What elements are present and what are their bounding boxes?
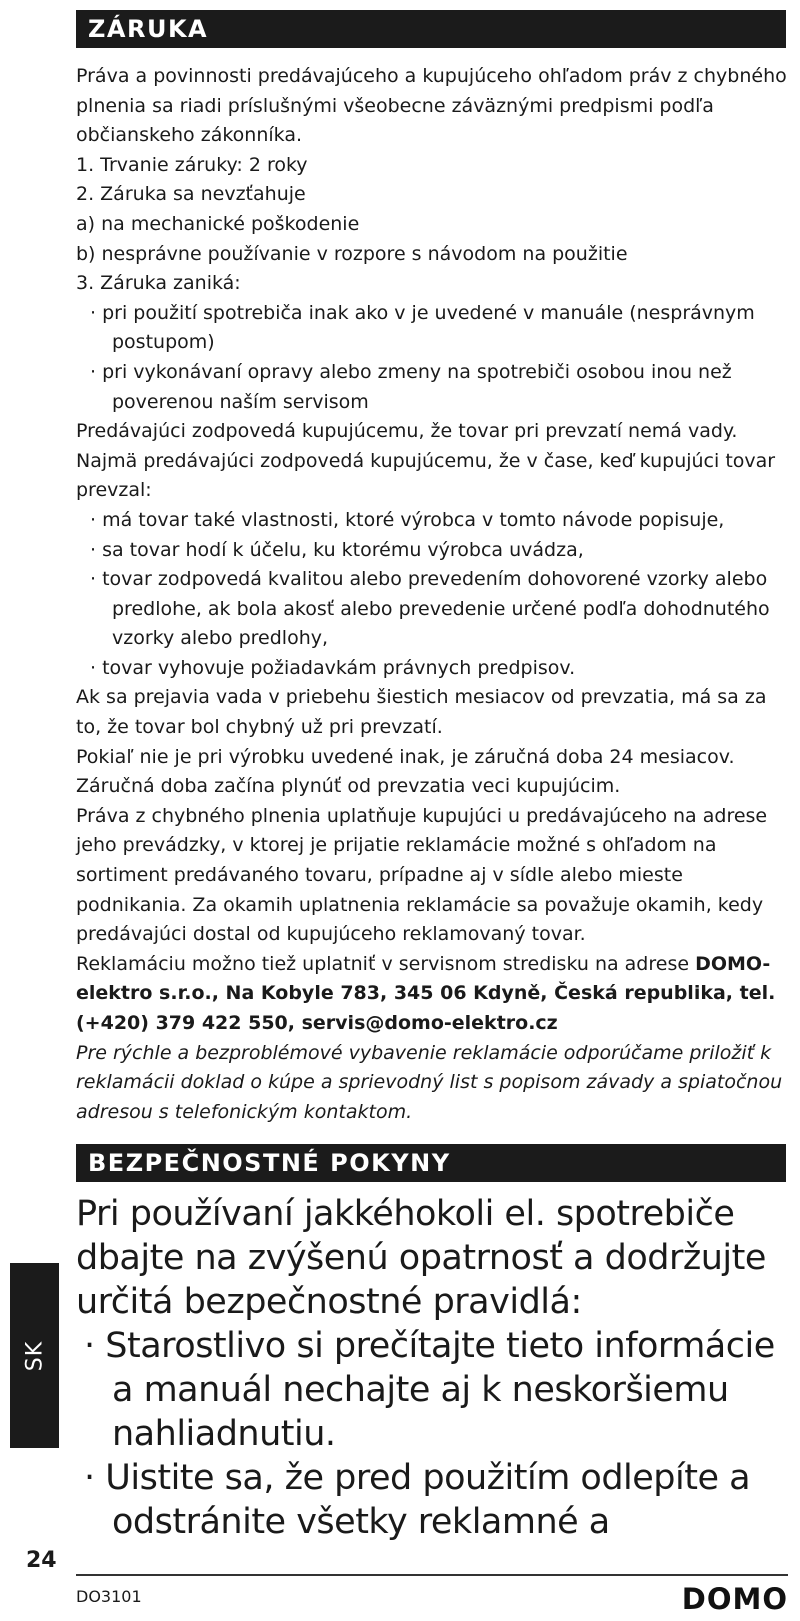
brand-logo: DOMO <box>681 1582 788 1616</box>
seller-bullet: · tovar vyhovuje požiadavkám právnych predpisov. <box>76 654 788 684</box>
safety-intro: Pri používaní jakkéhokoli el. spotrebiče dbajte na zvýšenú opatrnosť a dodržujte určitá bezpečnostné pravidlá: <box>76 1194 766 1322</box>
language-tab <box>10 1263 59 1448</box>
page-number: 24 <box>26 1548 57 1573</box>
service-center-paragraph <box>76 950 788 1039</box>
service-center-address: DOMO-elektro s.r.o., Na Kobyle 783, 345 06 Kdyně, Česká republika, tel. (+420) 379 422 550, servis@domo-elektro.cz <box>76 952 776 1034</box>
safety-bullet: · Starostlivo si prečítajte tieto informácie a manuál nechajte aj k neskoršiemu nahliadnutiu. <box>76 1324 788 1456</box>
warranty-period-paragraph: Pokiaľ nie je pri výrobku uvedené inak, je záručná doba 24 mesiacov. <box>76 745 735 768</box>
warranty-item-2a: a) na mechanické poškodenie <box>76 212 360 235</box>
warranty-item-1: 1. Trvanie záruky: 2 roky <box>76 153 308 176</box>
warranty-text <box>76 62 788 1127</box>
seller-bullet: · sa tovar hodí k účelu, ku ktorému výrobca uvádza, <box>76 536 788 566</box>
warranty-item-3-bullet: · pri použití spotrebiča inak ako v je uvedené v manuále (nesprávnym postupom) <box>76 299 788 358</box>
claim-rights-paragraph: Práva z chybného plnenia uplatňuje kupujúci u predávajúceho na adrese jeho prevádzky, v ktorej je prijatie reklamácie možné s ohľadom na sortiment predávaného tovaru, prípadne aj v sídle alebo mieste podnikania. Za okamih uplatnenia reklamácie sa považuje okamih, kedy predávajúci dostal od kupujúceho reklamovaný tovar. <box>76 804 768 946</box>
section-header-safety: BEZPEČNOSTNÉ POKYNY <box>76 1144 786 1182</box>
recommendation-paragraph: Pre rýchle a bezproblémové vybavenie reklamácie odporúčame priložiť k reklamácii doklad o kúpe a sprievodný list s popisom závady a spiatočnou adresou s telefonickým kontaktom. <box>76 1041 783 1123</box>
warranty-start-paragraph: Záručná doba začína plynúť od prevzatia veci kupujúcim. <box>76 775 621 798</box>
language-tab-label: SK <box>22 1340 47 1371</box>
warranty-item-2b: b) nesprávne používanie v rozpore s návodom na použitie <box>76 242 628 265</box>
service-center-prefix: Reklamáciu možno tiež uplatniť v servisnom stredisku na adrese <box>76 952 696 975</box>
safety-bullet: · Uistite sa, že pred použitím odlepíte a odstránite všetky reklamné a <box>76 1456 788 1544</box>
safety-text <box>76 1192 788 1544</box>
warranty-item-3-bullet: · pri vykonávaní opravy alebo zmeny na spotrebiči osobou inou než poverenou naším servisom <box>76 358 788 417</box>
seller-bullet: · má tovar také vlastnosti, ktoré výrobca v tomto návode popisuje, <box>76 506 788 536</box>
seller-bullet: · tovar zodpovedá kvalitou alebo prevedením dohovorené vzorky alebo predlohe, ak bola akosť alebo prevedenie určené podľa dohodnutého vzorky alebo predlohy, <box>76 565 788 654</box>
seller-paragraph-1: Predávajúci zodpovedá kupujúcemu, že tovar pri prevzatí nemá vady. <box>76 420 738 443</box>
seller-paragraph-2: Najmä predávajúci zodpovedá kupujúcemu, že v čase, keď kupujúci tovar prevzal: <box>76 449 776 502</box>
section-header-zaruka: ZÁRUKA <box>76 10 786 48</box>
warranty-item-2: 2. Záruka sa nevzťahuje <box>76 183 306 206</box>
model-number: DO3101 <box>76 1587 142 1606</box>
defect-paragraph: Ak sa prejavia vada v priebehu šiestich mesiacov od prevzatia, má sa za to, že tovar bol chybný už pri prevzatí. <box>76 686 767 739</box>
warranty-item-3: 3. Záruka zaniká: <box>76 272 241 295</box>
warranty-intro: Práva a povinnosti predávajúceho a kupujúceho ohľadom práv z chybného plnenia sa riadi príslušnými všeobecne záväznými predpismi podľa občianskeho zákonníka. <box>76 65 787 147</box>
footer-divider <box>76 1574 788 1576</box>
